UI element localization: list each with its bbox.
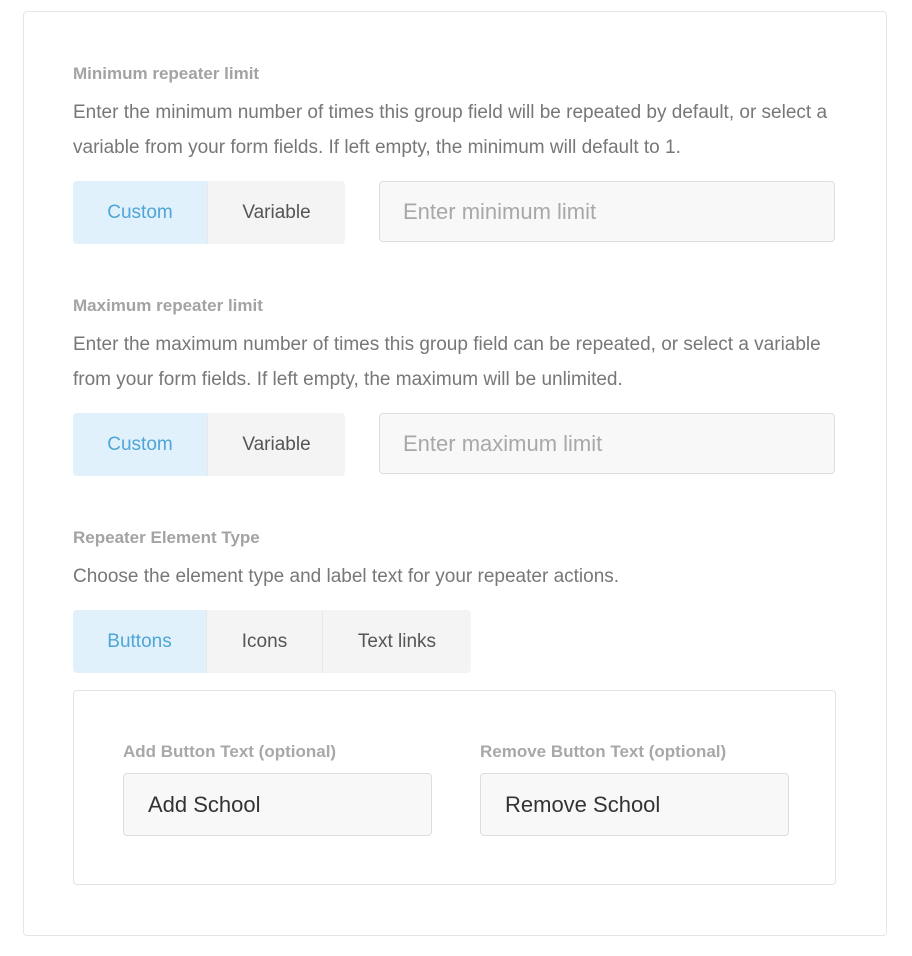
maximum-custom-option[interactable]: Custom	[73, 413, 207, 476]
minimum-custom-option[interactable]: Custom	[73, 181, 207, 244]
element-type-label: Repeater Element Type	[73, 528, 260, 547]
element-type-description: Choose the element type and label text for your repeater actions.	[73, 566, 620, 587]
remove-button-text-label: Remove Button Text (optional)	[480, 742, 727, 761]
maximum-variable-option[interactable]: Variable	[207, 413, 345, 476]
button-text-panel	[73, 690, 836, 885]
element-type-buttons-option[interactable]: Buttons	[73, 610, 206, 673]
minimum-limit-input[interactable]	[379, 181, 835, 242]
minimum-variable-option[interactable]: Variable	[207, 181, 345, 244]
element-type-icons-option[interactable]: Icons	[206, 610, 322, 673]
element-type-text-links-option[interactable]: Text links	[322, 610, 471, 673]
minimum-limit-label: Minimum repeater limit	[73, 64, 260, 83]
maximum-limit-label: Maximum repeater limit	[73, 296, 263, 315]
maximum-limit-mode-toggle	[73, 413, 345, 476]
minimum-limit-description: Enter the minimum number of times this group field will be repeated by default, or select a variable from your form fields. If left empty, the minimum will default to 1.	[73, 102, 828, 158]
add-button-text-input[interactable]	[123, 773, 432, 836]
add-button-text-label: Add Button Text (optional)	[123, 742, 337, 761]
element-type-toggle	[73, 610, 471, 673]
maximum-limit-description: Enter the maximum number of times this group field can be repeated, or select a variable from your form fields. If left empty, the maximum will be unlimited.	[73, 334, 821, 390]
minimum-limit-mode-toggle	[73, 181, 345, 244]
remove-button-text-input[interactable]	[480, 773, 789, 836]
repeater-settings-panel	[23, 11, 887, 936]
maximum-limit-input[interactable]	[379, 413, 835, 474]
